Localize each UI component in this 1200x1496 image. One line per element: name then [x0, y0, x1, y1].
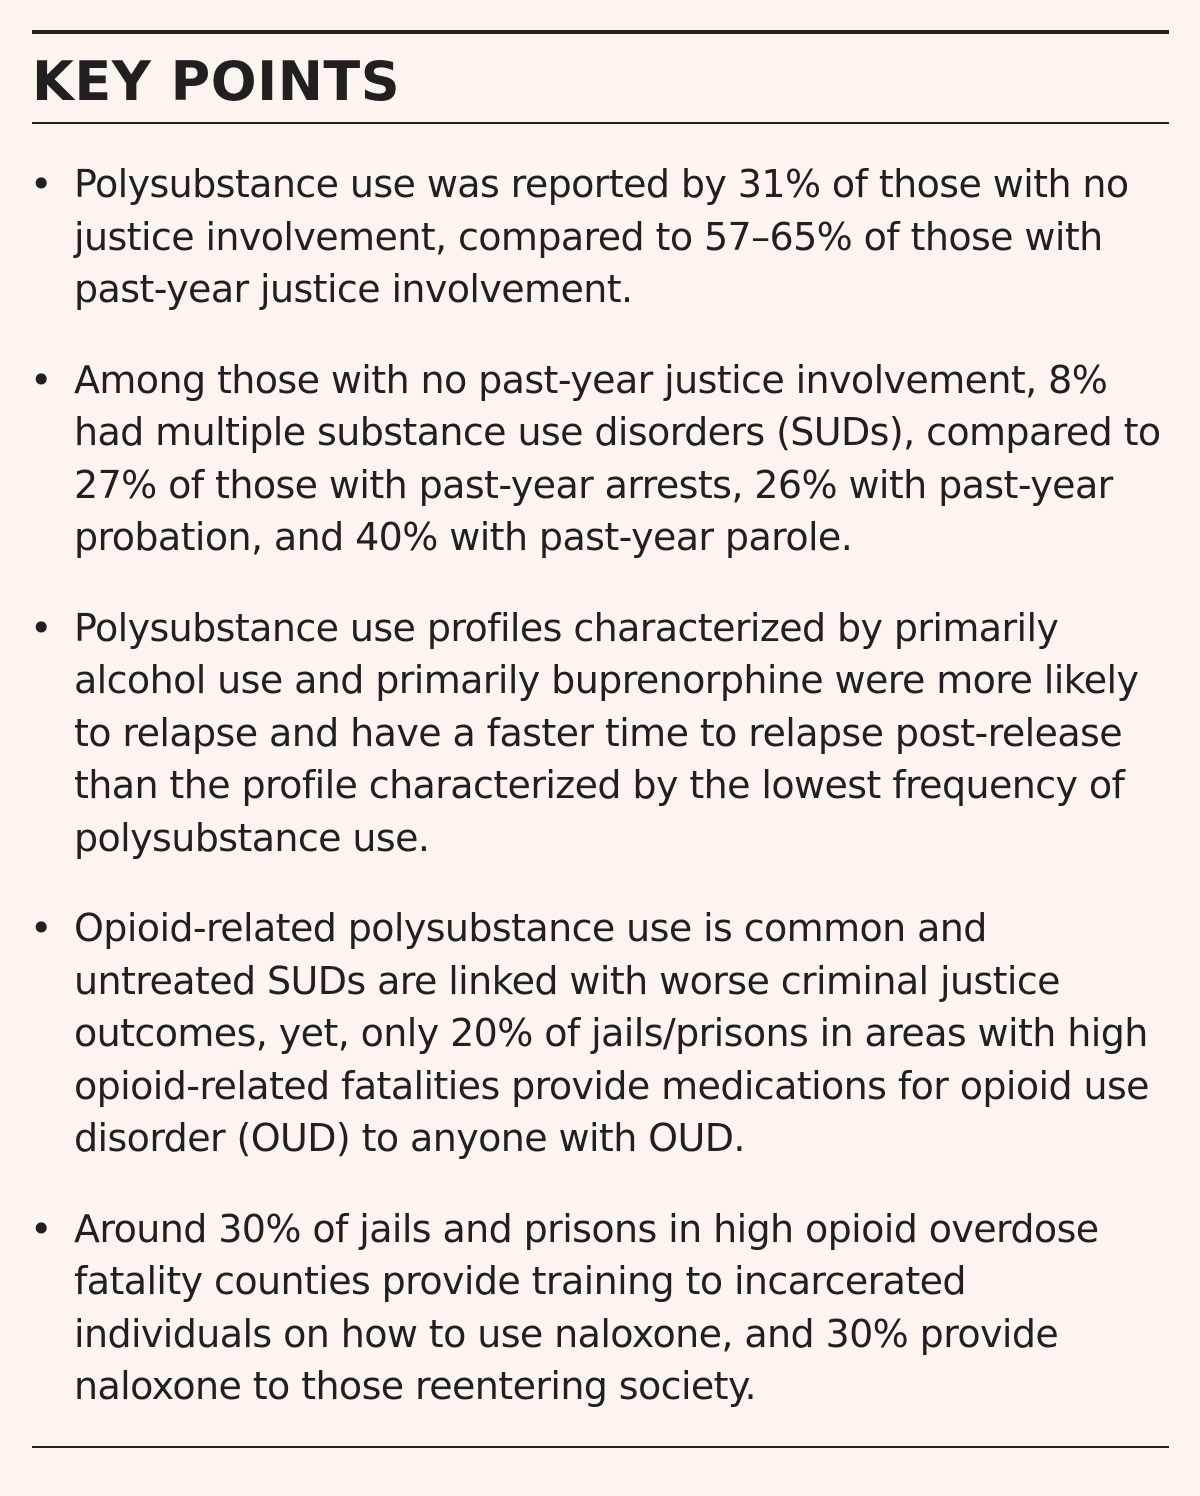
key-point-text: Polysubstance use profiles characterized by primarily alcohol use and primarily buprenorphine were more likely to relapse and have a faster time to relapse post-release than the profile characterized by the lowest frequency of polysubstance use. [74, 605, 1139, 860]
top-rule [32, 30, 1169, 34]
key-point-item [30, 158, 1170, 316]
key-point-text: Among those with no past-year justice involvement, 8% had multiple substance use disorders (SUDs), compared to 27% of those with past-year arrests, 26% with past-year probation, and 40% with past-year parole. [74, 357, 1161, 559]
bullet-icon: • [30, 162, 52, 206]
key-point-item [30, 602, 1170, 865]
key-point-item [30, 1203, 1170, 1413]
key-point-text: Around 30% of jails and prisons in high opioid overdose fatality counties provide training to incarcerated individuals on how to use naloxone, and 30% provide naloxone to those reentering society. [74, 1206, 1099, 1408]
bullet-icon: • [30, 357, 52, 402]
key-point-text: Polysubstance use was reported by 31% of those with no justice involvement, compared to 57–65% of those with past-year justice involvement. [74, 162, 1129, 311]
key-points-list [30, 158, 1170, 1451]
bullet-icon: • [30, 906, 52, 950]
bullet-icon: • [30, 1206, 52, 1251]
bullet-icon: • [30, 605, 52, 650]
key-point-item [30, 902, 1170, 1165]
key-points-heading: KEY POINTS [32, 50, 401, 113]
key-point-item [30, 354, 1170, 564]
key-point-text: Opioid-related polysubstance use is common and untreated SUDs are linked with worse criminal justice outcomes, yet, only 20% of jails/prisons in areas with high opioid-related fatalities provide medications for opioid use disorder (OUD) to anyone with OUD. [74, 906, 1149, 1160]
bottom-rule [32, 1446, 1169, 1448]
heading-rule [32, 122, 1169, 124]
